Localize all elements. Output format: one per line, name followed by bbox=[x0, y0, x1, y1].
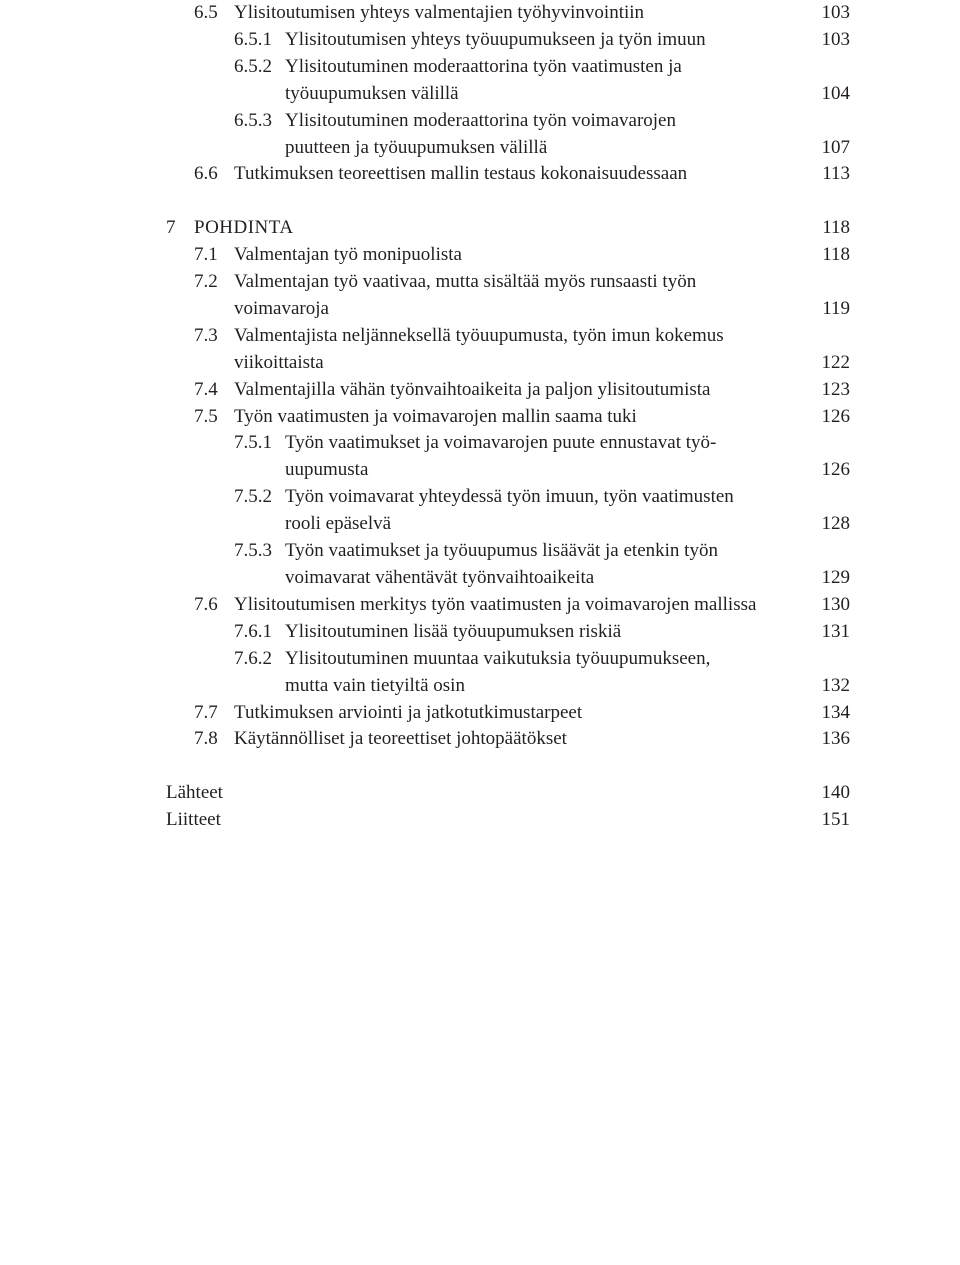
toc-entry-page-number: 134 bbox=[821, 701, 850, 723]
toc-entry-title: Valmentajan työ vaativaa, mutta sisältää myös runsaasti työn bbox=[234, 271, 697, 293]
toc-entry-number: 7.7 bbox=[194, 701, 218, 723]
toc-entry-line bbox=[234, 673, 856, 700]
toc-entry-page-number: 140 bbox=[821, 782, 850, 804]
toc-chapter-title: POHDINTA bbox=[194, 217, 294, 239]
toc-entry-number: 6.5.2 bbox=[234, 55, 272, 77]
toc-entry[interactable] bbox=[166, 404, 856, 431]
toc-entry-number: 7.6.1 bbox=[234, 620, 272, 642]
toc-entry-line bbox=[166, 807, 856, 834]
toc-entry-page-number: 129 bbox=[821, 567, 850, 589]
toc-entry-title: Ylisitoutumisen merkitys työn vaatimusten ja voimavarojen mallissa bbox=[234, 593, 757, 615]
toc-entry-title: Ylisitoutumisen yhteys työuupumukseen ja työn imuun bbox=[285, 28, 706, 50]
toc-entry-title: Valmentajan työ monipuolista bbox=[234, 244, 462, 266]
toc-entry-number: 7.5.3 bbox=[234, 540, 272, 562]
toc-entry-title: viikoittaista bbox=[234, 351, 324, 373]
toc-entry-page-number: 123 bbox=[821, 378, 850, 400]
toc-entry-title: työuupumuksen välillä bbox=[285, 82, 459, 104]
toc-entry-number: 7.8 bbox=[194, 728, 218, 750]
toc-entry-title: Työn vaatimukset ja työuupumus lisäävät ja etenkin työn bbox=[285, 540, 718, 562]
toc-entry-line bbox=[234, 457, 856, 484]
toc-entry-number: 7.6.2 bbox=[234, 647, 272, 669]
toc-entry-title: Käytännölliset ja teoreettiset johtopäätökset bbox=[234, 728, 567, 750]
toc-entry-line bbox=[194, 242, 856, 269]
toc-entry-number: 7.1 bbox=[194, 244, 218, 266]
toc-back-matter-entry[interactable] bbox=[166, 807, 856, 834]
toc-entry-title: Ylisitoutuminen muuntaa vaikutuksia työuupumukseen, bbox=[285, 647, 711, 669]
toc-entry-number: 7.2 bbox=[194, 271, 218, 293]
toc-entry-title: Ylisitoutumisen yhteys valmentajien työhyvinvointiin bbox=[234, 2, 645, 23]
toc-entry-number: 7.3 bbox=[194, 324, 218, 346]
toc-entry[interactable] bbox=[166, 242, 856, 269]
toc-entry-title: Valmentajilla vähän työnvaihtoaikeita ja paljon ylisitoutumista bbox=[234, 378, 711, 400]
toc-entry-page-number: 119 bbox=[822, 297, 850, 319]
toc-entry-line bbox=[194, 404, 856, 431]
toc-entry-title: Työn vaatimusten ja voimavarojen mallin saama tuki bbox=[234, 405, 637, 427]
toc-entry-line bbox=[194, 592, 856, 619]
toc-entry-line bbox=[194, 296, 856, 323]
spacer bbox=[166, 188, 856, 215]
toc-entry-line bbox=[194, 161, 856, 188]
toc-entry-number: 6.5.1 bbox=[234, 28, 272, 50]
toc-chapter-heading[interactable] bbox=[166, 215, 856, 242]
toc-entry-page-number: 118 bbox=[822, 217, 850, 239]
toc-chapter-number: 7 bbox=[166, 217, 176, 239]
toc-entry-title: mutta vain tietyiltä osin bbox=[285, 674, 465, 696]
toc-entry-line bbox=[194, 350, 856, 377]
toc-entry[interactable] bbox=[166, 726, 856, 753]
toc-entry-title: Tutkimuksen arviointi ja jatkotutkimustarpeet bbox=[234, 701, 583, 723]
toc-entry-page-number: 136 bbox=[821, 728, 850, 750]
toc-entry-number: 6.5.3 bbox=[234, 109, 272, 131]
toc-entry-number: 6.5 bbox=[194, 2, 218, 23]
toc-entry-title: voimavaroja bbox=[234, 297, 329, 319]
toc-entry[interactable] bbox=[166, 484, 856, 538]
toc-entry-page-number: 104 bbox=[821, 82, 850, 104]
toc-entry-page-number: 126 bbox=[821, 459, 850, 481]
toc-entry-page-number: 103 bbox=[821, 28, 850, 50]
toc-entry-title: rooli epäselvä bbox=[285, 513, 392, 535]
toc-entry[interactable] bbox=[166, 27, 856, 54]
toc-entry-title: puutteen ja työuupumuksen välillä bbox=[285, 136, 548, 158]
toc-entry-number: 7.6 bbox=[194, 593, 218, 615]
toc-entry-page-number: 130 bbox=[821, 593, 850, 615]
toc-entry-line bbox=[166, 780, 856, 807]
toc-entry-line bbox=[234, 484, 856, 511]
toc-entry[interactable] bbox=[166, 430, 856, 484]
toc-entry-number: 7.5.2 bbox=[234, 486, 272, 508]
toc-entry[interactable] bbox=[166, 700, 856, 727]
toc-entry-line bbox=[194, 377, 856, 404]
toc-entry-page-number: 126 bbox=[821, 405, 850, 427]
toc-entry-page-number: 107 bbox=[821, 136, 850, 158]
toc-entry-line bbox=[234, 619, 856, 646]
toc-entry[interactable] bbox=[166, 619, 856, 646]
toc-entry-line bbox=[234, 81, 856, 108]
toc-entry-page-number: 131 bbox=[821, 620, 850, 642]
toc-entry[interactable] bbox=[166, 646, 856, 700]
toc-entry-line bbox=[194, 700, 856, 727]
toc-entry-number: 6.6 bbox=[194, 163, 218, 185]
toc-entry-title: Ylisitoutuminen moderaattorina työn vaatimusten ja bbox=[285, 55, 682, 77]
toc-entry[interactable] bbox=[166, 108, 856, 162]
toc-entry-line bbox=[234, 27, 856, 54]
toc-entry-title: Ylisitoutuminen lisää työuupumuksen riskiä bbox=[285, 620, 622, 642]
toc-entry-page-number: 103 bbox=[821, 2, 850, 23]
toc-entry-line bbox=[234, 565, 856, 592]
toc-entry-title: Tutkimuksen teoreettisen mallin testaus kokonaisuudessaan bbox=[234, 163, 688, 185]
toc-entry[interactable] bbox=[166, 161, 856, 188]
toc-entry-title: Työn voimavarat yhteydessä työn imuun, työn vaatimusten bbox=[285, 486, 734, 508]
toc-entry-title: Työn vaatimukset ja voimavarojen puute ennustavat työ- bbox=[285, 432, 717, 454]
toc-entry-page-number: 122 bbox=[821, 351, 850, 373]
toc-entry-page-number: 132 bbox=[821, 674, 850, 696]
toc-entry-line bbox=[234, 54, 856, 81]
toc-entry-page-number: 151 bbox=[821, 809, 850, 831]
toc-entry-line bbox=[194, 726, 856, 753]
toc-entry-number: 7.4 bbox=[194, 378, 218, 400]
toc-entry[interactable] bbox=[166, 538, 856, 592]
toc-entry-line bbox=[234, 135, 856, 162]
toc-entry-title: Liitteet bbox=[166, 809, 221, 831]
toc-entry[interactable] bbox=[166, 323, 856, 377]
toc-entry-line bbox=[234, 108, 856, 135]
toc-entry-line bbox=[234, 646, 856, 673]
toc-back-matter-entry[interactable] bbox=[166, 780, 856, 807]
toc-entry-page-number: 113 bbox=[822, 163, 850, 185]
toc-entry-number: 7.5 bbox=[194, 405, 218, 427]
toc-entry-line bbox=[194, 323, 856, 350]
toc-entry-line bbox=[234, 511, 856, 538]
toc-entry-page-number: 118 bbox=[822, 244, 850, 266]
toc-entry-title: Valmentajista neljänneksellä työuupumusta, työn imun kokemus bbox=[234, 324, 724, 346]
toc-entry[interactable] bbox=[166, 377, 856, 404]
table-of-contents bbox=[166, 0, 856, 834]
toc-entry-line bbox=[194, 0, 856, 27]
toc-entry[interactable] bbox=[166, 269, 856, 323]
toc-entry-page-number: 128 bbox=[821, 513, 850, 535]
toc-entry-line bbox=[234, 538, 856, 565]
toc-entry-line bbox=[234, 430, 856, 457]
toc-entry[interactable] bbox=[166, 0, 856, 27]
toc-entry-title: uupumusta bbox=[285, 459, 369, 481]
toc-entry[interactable] bbox=[166, 592, 856, 619]
toc-entry-line bbox=[166, 215, 856, 242]
spacer bbox=[166, 753, 856, 780]
toc-entry-title: Lähteet bbox=[166, 782, 223, 804]
toc-entry-title: Ylisitoutuminen moderaattorina työn voimavarojen bbox=[285, 109, 676, 131]
toc-entry-number: 7.5.1 bbox=[234, 432, 272, 454]
toc-entry-title: voimavarat vähentävät työnvaihtoaikeita bbox=[285, 567, 595, 589]
toc-entry[interactable] bbox=[166, 54, 856, 108]
toc-entry-line bbox=[194, 269, 856, 296]
